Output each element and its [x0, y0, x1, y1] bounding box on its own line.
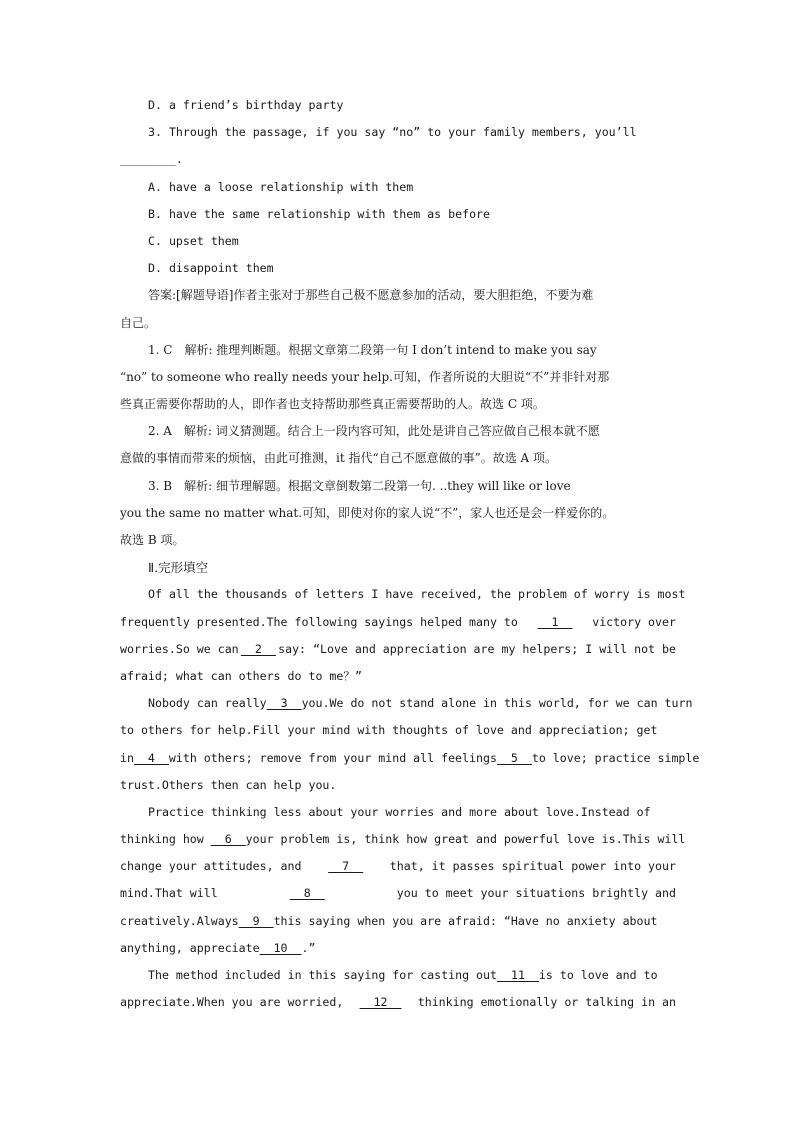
passage-text: The method included in this saying for casting out: [148, 968, 498, 982]
cloze-blank-6: __6__: [210, 832, 246, 847]
answer-3-line-3: 故选 B 项。: [120, 533, 185, 547]
cloze-blank-5: __5__: [496, 750, 532, 765]
passage-text: this saying when you are afraid: “Have no anxiety about: [273, 913, 658, 928]
answer-3-line-2: you the same no matter what.可知，即使对你的家人说“不”，家人也还是会一样爱你的。: [120, 505, 615, 520]
cloze-blank-2: __2__: [240, 641, 276, 656]
q3-option-a: A. have a loose relationship with them: [148, 179, 414, 194]
passage-text: victory over: [592, 614, 676, 629]
passage-p3-line-4: [120, 880, 676, 907]
cloze-blank-11: __11__: [497, 968, 539, 982]
passage-p2-line-4: trust.Others then can help you.: [120, 777, 337, 792]
passage-text: mind.That will: [120, 886, 218, 901]
cloze-blank-3: __3__: [266, 696, 302, 711]
passage-p1-line-3: [120, 636, 676, 663]
passage-text: .”: [301, 940, 316, 955]
answer-1-line-1: 1. C 解析: 推理判断题。根据文章第二段第一句 I don’t intend to make you say: [148, 342, 597, 357]
passage-text: that, it passes spiritual power into your: [389, 859, 676, 874]
passage-p1-line-4: afraid; what can others do to me？”: [120, 668, 362, 683]
passage-text: in: [120, 750, 134, 765]
cloze-blank-7: __7__: [328, 859, 364, 874]
answer-guide-line-2: 自己。: [120, 315, 157, 330]
passage-text: your problem is, think how great and powerful love is.This will: [245, 832, 686, 847]
passage-text: change your attitudes, and: [120, 859, 302, 874]
passage-text: is to love and to: [538, 968, 658, 982]
q2-option-d: D. a friend’s birthday party: [148, 98, 344, 112]
passage-p1-line-1: Of all the thousands of letters I have received, the problem of worry is most: [148, 587, 686, 602]
passage-text: Nobody can really: [148, 696, 267, 711]
passage-p2-line-3: [120, 745, 700, 772]
cloze-blank-9: __9__: [238, 913, 274, 928]
cloze-blank-10: __10__: [259, 940, 302, 955]
answer-3-line-1: 3. B 解析: 细节理解题。根据文章倒数第二段第一句. ..they will like or love: [148, 478, 571, 493]
passage-text: you to meet your situations brightly and: [396, 886, 676, 901]
passage-text: to love; practice simple: [531, 750, 700, 765]
passage-p4-line-1: [120, 962, 676, 989]
passage-text: thinking emotionally or talking in an: [417, 995, 676, 1010]
passage-text: anything, appreciate: [120, 940, 260, 955]
passage-text: worries.So we can: [120, 641, 239, 656]
answer-guide-text: [解题导语]作者主张对于那些自己极不愿意参加的活动，要大胆拒绝，不要为难: [176, 288, 594, 303]
q3-option-b: B. have the same relationship with them as before: [148, 206, 491, 221]
q3-option-d: D. disappoint them: [148, 261, 274, 276]
passage-text: thinking how: [120, 832, 204, 847]
passage-p3-line-2: [120, 826, 686, 853]
passage-p3-line-5: [120, 908, 676, 935]
answer-2-line-1: 2. A 解析: 词义猜测题。结合上一段内容可知，此处是讲自己答应做自己根本就不愿: [148, 424, 600, 439]
passage-p1-line-2: [120, 609, 676, 636]
answer-guide-line-1: [120, 282, 676, 309]
q3-option-c: C. upset them: [148, 233, 239, 248]
passage-text: you.We do not stand alone in this world, for we can turn: [301, 696, 693, 711]
passage-text: appreciate.When you are worried,: [120, 995, 344, 1010]
cloze-blank-12: __12__: [359, 995, 402, 1010]
q3-blank: ________.: [120, 152, 183, 167]
document-page: [120, 92, 700, 1016]
answer-1-line-3: 些真正需要你帮助的人，即作者也支持帮助那些真正需要帮助的人。故选 C 项。: [120, 397, 545, 412]
passage-text: say: “Love and appreciation are my helpers; I will not be: [278, 641, 676, 656]
passage-p3-line-3: [120, 853, 676, 880]
passage-p3-line-6: [120, 935, 676, 962]
passage-p2-line-1: [120, 690, 693, 717]
answer-label: 答案:: [148, 288, 177, 303]
passage-text: frequently presented.The following sayings helped many to: [120, 614, 518, 629]
q3-stem: 3. Through the passage, if you say “no” to your family members, you’ll: [148, 125, 637, 140]
passage-p3-line-1: Practice thinking less about your worries and more about love.Instead of: [148, 804, 651, 819]
cloze-blank-1: __1__: [537, 614, 573, 629]
cloze-blank-8: __8__: [289, 886, 325, 901]
section-title-cloze: Ⅱ.完形填空: [148, 560, 209, 576]
passage-p2-line-2: to others for help.Fill your mind with thoughts of love and appreciation; get: [120, 723, 658, 738]
answer-2-line-2: 意做的事情而带来的烦恼，由此可推测，it 指代“自己不愿意做的事”。故选 A 项。: [120, 451, 558, 466]
passage-text: creatively.Always: [120, 913, 239, 928]
passage-p4-line-2: [120, 989, 676, 1016]
passage-text: with others; remove from your mind all feelings: [168, 750, 497, 765]
answer-1-line-2: “no” to someone who really needs your help.可知，作者所说的大胆说“不”并非针对那: [120, 369, 610, 384]
cloze-blank-4: __4__: [133, 750, 169, 765]
